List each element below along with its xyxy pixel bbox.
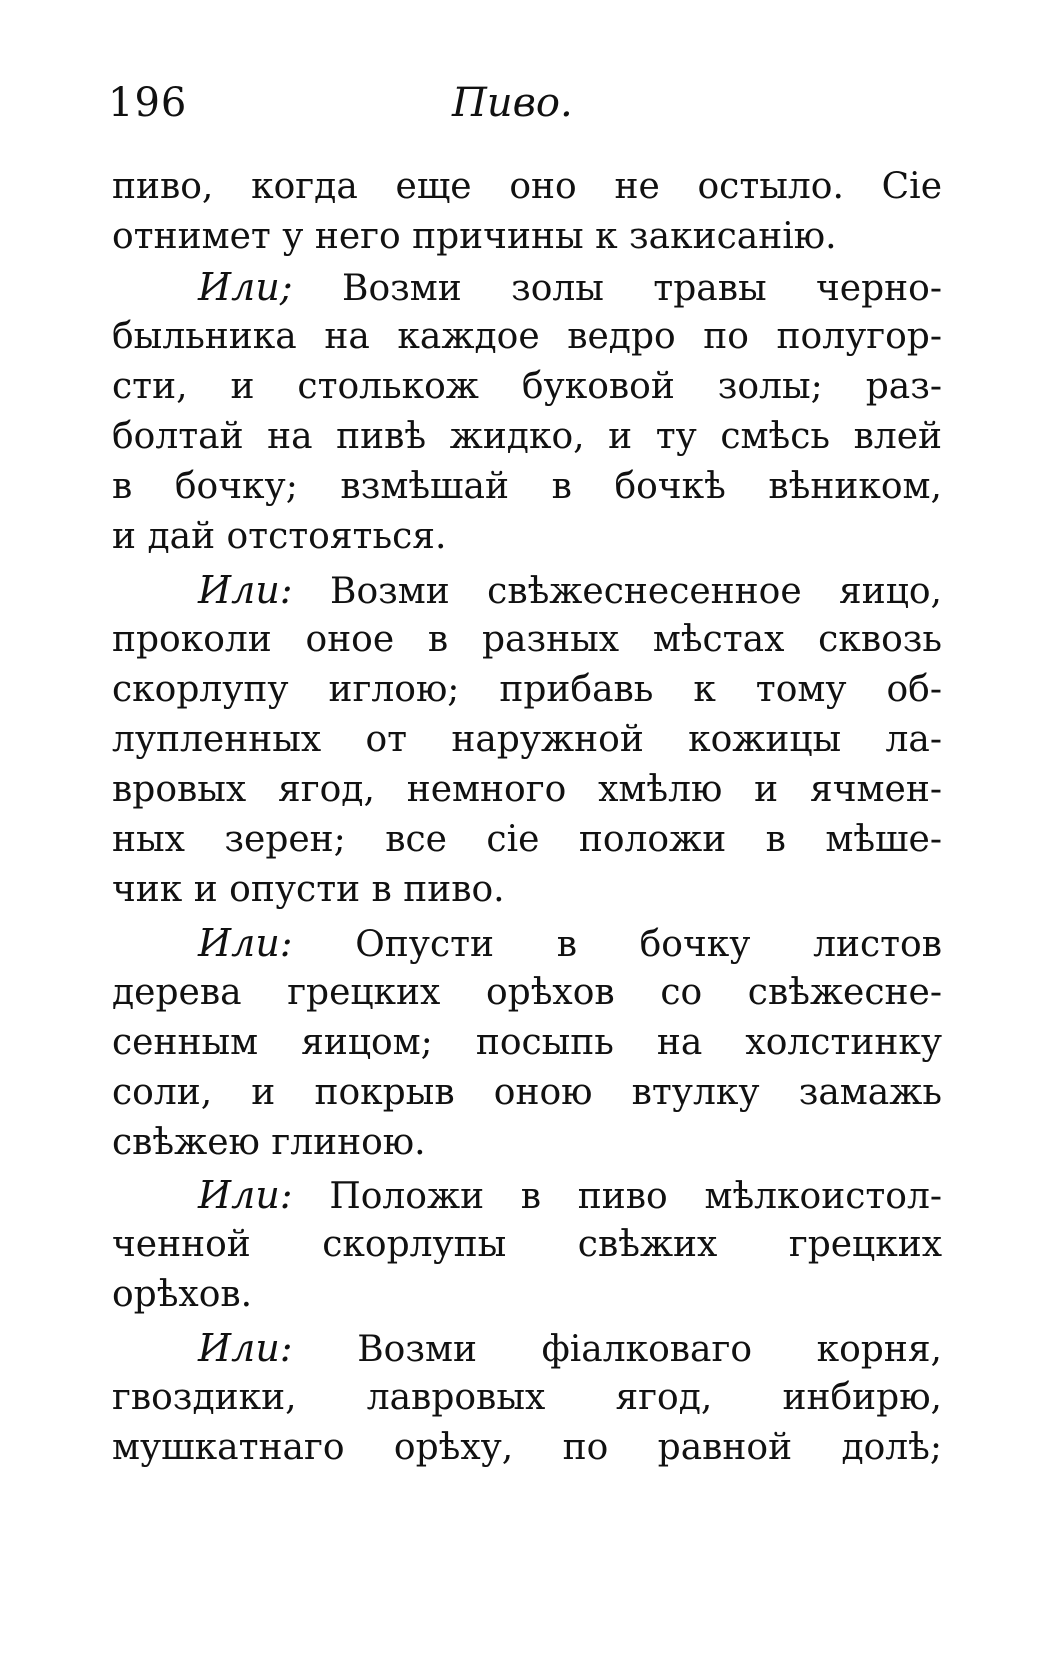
page-number: 196 (108, 80, 188, 126)
text-line: лупленных от наружной кожицы ла- (112, 719, 942, 760)
text-line: орѣхов. (112, 1274, 253, 1315)
text-line: и дай отстояться. (112, 516, 447, 557)
text-line: болтай на пивѣ жидко, и ту смѣсь влей (112, 416, 942, 457)
paragraph-keyword: Или: (198, 921, 293, 965)
text-line: сти, и столькож буковой золы; раз- (112, 366, 942, 407)
text-line: в бочку; взмѣшай в бочкѣ вѣником, (112, 466, 942, 507)
text-line: ных зерен; все сіе положи в мѣше- (112, 819, 942, 860)
text-line: дерева грецких орѣхов со свѣжесне- (112, 972, 942, 1013)
paragraph-keyword: Или; (198, 265, 293, 309)
text-line: ченной скорлупы свѣжих грецких (112, 1224, 942, 1265)
text-line: соли, и покрыв оною втулку замажь (112, 1072, 942, 1113)
text-line: Или; Возми золы травы черно- (198, 265, 942, 309)
text-line: Или: Возми фіалковаго корня, (198, 1326, 942, 1370)
text-line: гвоздики, лавровых ягод, инбирю, (112, 1377, 942, 1418)
paragraph-keyword: Или: (198, 1326, 293, 1370)
text-line: пиво, когда еще оно не остыло. Сіе (112, 166, 942, 207)
text-line: проколи оное в разных мѣстах сквозь (112, 619, 942, 660)
text-line: сенным яицом; посыпь на холстинку (112, 1022, 942, 1063)
text-line: Или: Возми свѣжеснесенное яицо, (198, 568, 942, 612)
text-line: скорлупу иглою; прибавь к тому об- (112, 669, 942, 710)
running-title: Пиво. (452, 80, 573, 126)
text-line: отнимет у него причины к закисанію. (112, 216, 837, 257)
text-line: вровых ягод, немного хмѣлю и ячмен- (112, 769, 942, 810)
text-line: чик и опусти в пиво. (112, 869, 505, 910)
text-line: мушкатнаго орѣху, по равной долѣ; (112, 1427, 942, 1468)
text-line: свѣжею глиною. (112, 1122, 426, 1163)
text-line: Или: Положи в пиво мѣлкоистол- (198, 1173, 942, 1217)
text-line: быльника на каждое ведро по полугор- (112, 316, 942, 357)
paragraph-keyword: Или: (198, 1173, 293, 1217)
page-header (108, 80, 938, 140)
paragraph-keyword: Или: (198, 568, 293, 612)
text-line: Или: Опусти в бочку листов (198, 921, 942, 965)
